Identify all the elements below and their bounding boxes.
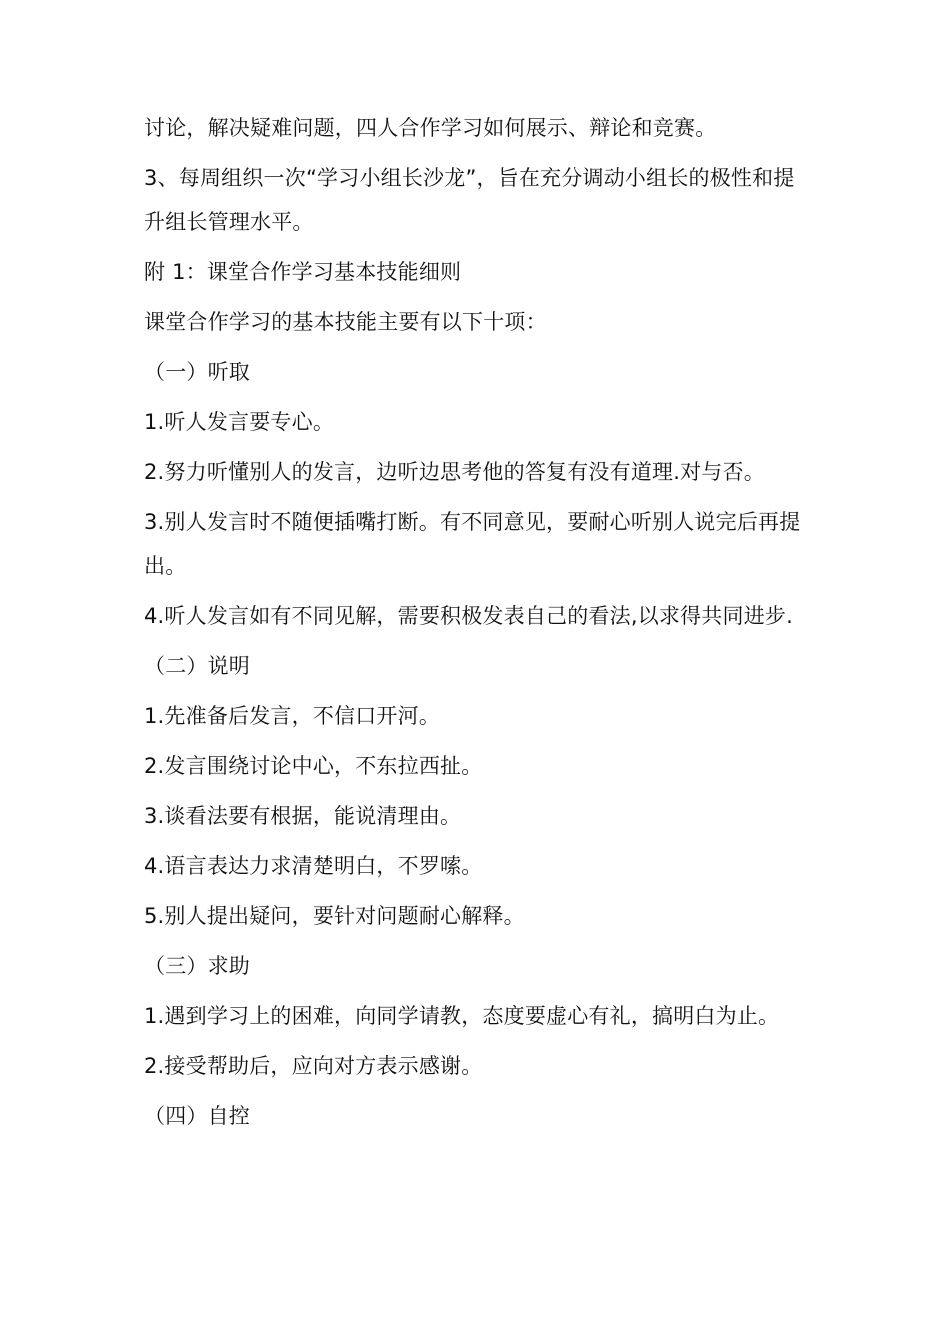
help-item-1: 1.遇到学习上的困难，向同学请教，态度要虚心有礼，搞明白为止。	[144, 1004, 780, 1028]
paragraph-item-3: 3、每周组织一次“学习小组长沙龙”，旨在充分调动小组长的极性和提升组长管理水平。	[144, 166, 795, 234]
listen-item-2: 2.努力听懂别人的发言，边听边思考他的答复有没有道理.对与否。	[144, 460, 765, 484]
listen-item-1: 1.听人发言要专心。	[144, 410, 335, 434]
section-heading-listen: （一）听取	[144, 360, 250, 384]
explain-item-3: 3.谈看法要有根据，能说清理由。	[144, 804, 462, 828]
listen-item-4: 4.听人发言如有不同见解，需要积极发表自己的看法,以求得共同进步.	[144, 604, 793, 628]
section-heading-selfcontrol: （四）自控	[144, 1104, 250, 1128]
section-heading-help: （三）求助	[144, 954, 250, 978]
explain-item-2: 2.发言围绕讨论中心，不东拉西扯。	[144, 754, 483, 778]
document-body	[144, 106, 814, 1144]
appendix-title: 附 1：课堂合作学习基本技能细则	[144, 260, 462, 284]
listen-item-3: 3.别人发言时不随便插嘴打断。有不同意见，要耐心听别人说完后再提出。	[144, 510, 801, 578]
explain-item-5: 5.别人提出疑问，要针对问题耐心解释。	[144, 904, 525, 928]
explain-item-4: 4.语言表达力求清楚明白，不罗嗦。	[144, 854, 483, 878]
help-item-2: 2.接受帮助后，应向对方表示感谢。	[144, 1054, 483, 1078]
explain-item-1: 1.先准备后发言，不信口开河。	[144, 704, 441, 728]
paragraph-continuation: 讨论，解决疑难问题，四人合作学习如何展示、辩论和竞赛。	[144, 116, 717, 140]
intro-line: 课堂合作学习的基本技能主要有以下十项：	[144, 310, 547, 334]
section-heading-explain: （二）说明	[144, 654, 250, 678]
